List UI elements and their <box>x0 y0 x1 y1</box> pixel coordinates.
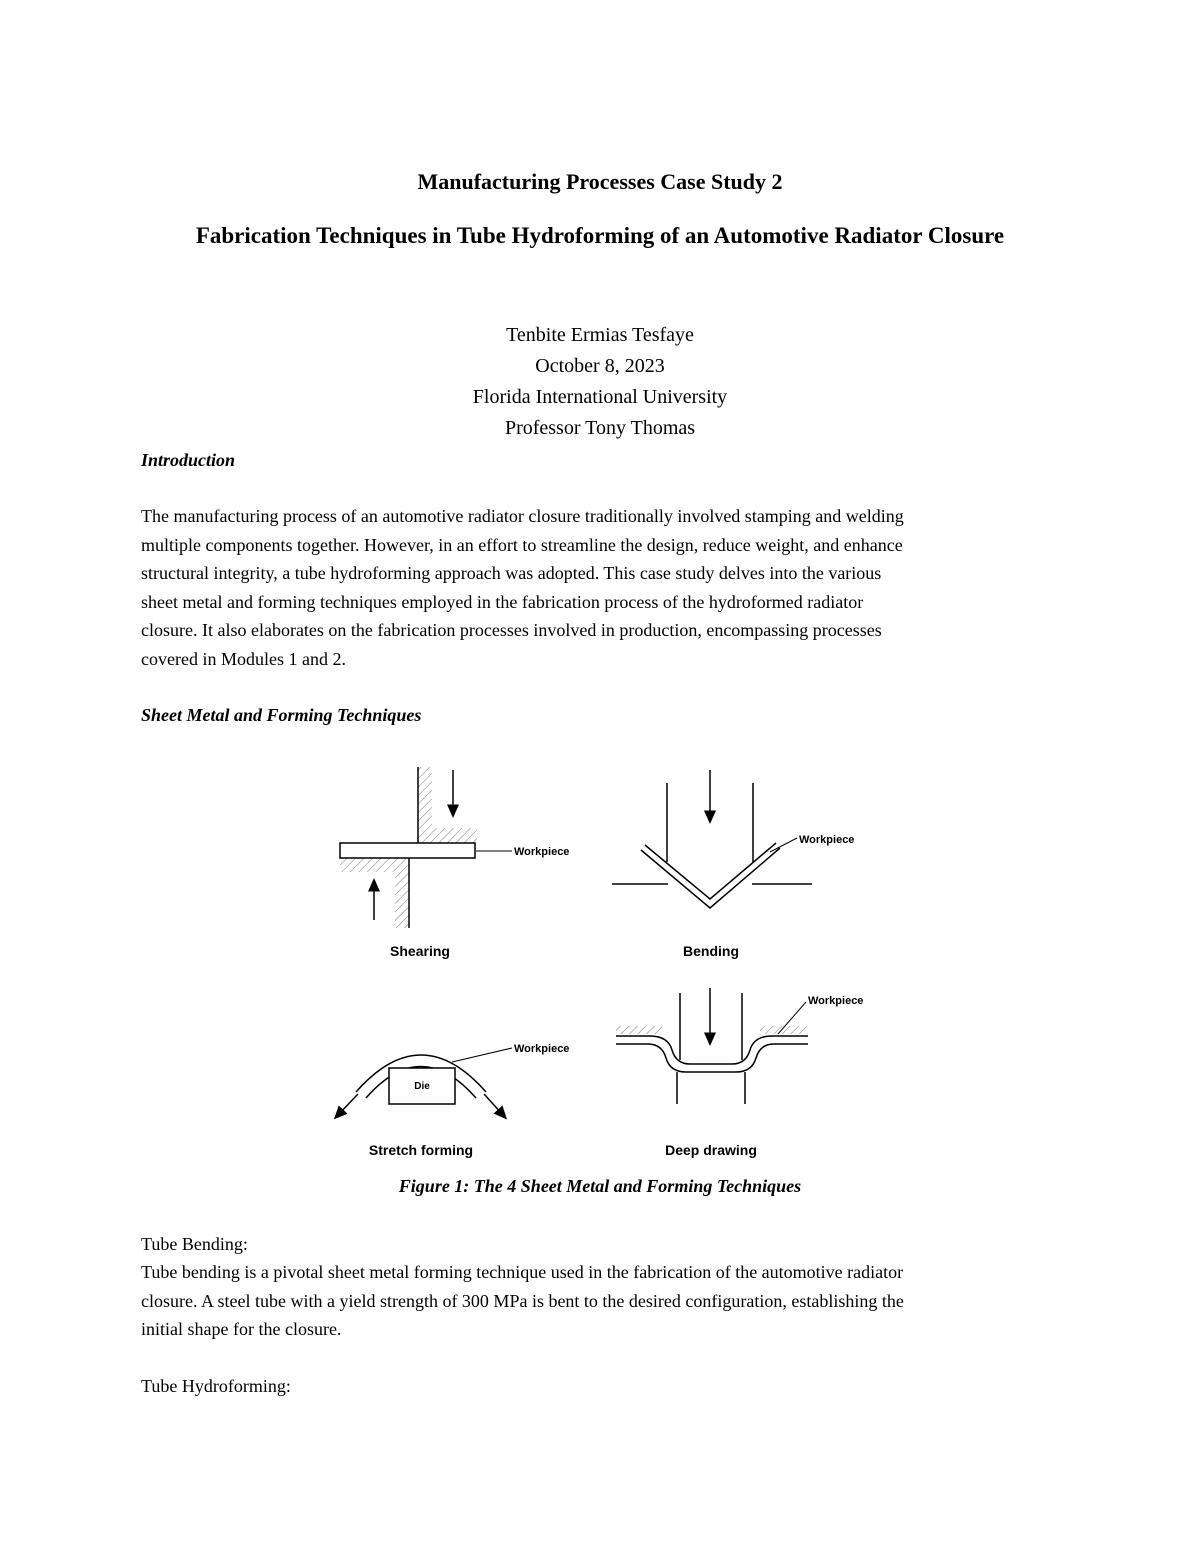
stretch-forming-diagram <box>338 1043 569 1158</box>
left-pull-arrow-icon <box>338 1094 358 1115</box>
sheet-metal-heading: Sheet Metal and Forming Techniques <box>141 705 422 725</box>
shearing-diagram <box>340 767 569 959</box>
paragraph-line: closure. A steel tube with a yield strength of 300 MPa is bent to the desired configuration, establishing the <box>141 1290 904 1311</box>
paragraph-line: Tube bending is a pivotal sheet metal forming technique used in the fabrication of the automotive radiator <box>141 1262 904 1282</box>
institution: Florida International University <box>472 386 728 408</box>
course-title: Manufacturing Processes Case Study 2 <box>417 169 783 194</box>
workpiece-label: Workpiece <box>799 834 855 846</box>
die-label: Die <box>414 1081 430 1092</box>
lower-blade-hatch <box>340 858 395 872</box>
workpiece-label: Workpiece <box>808 995 864 1007</box>
paragraph-line: structural integrity, a tube hydroforming approach was adopted. This case study delves into the various <box>141 563 882 583</box>
introduction-heading: Introduction <box>141 450 236 470</box>
tube-bending-paragraph <box>141 1258 1066 1344</box>
paragraph-line: The manufacturing process of an automotive radiator closure traditionally involved stamping and welding <box>141 506 904 526</box>
workpiece-plate <box>340 843 475 858</box>
figure-caption: Figure 1: The 4 Sheet Metal and Forming Techniques <box>398 1176 802 1196</box>
upper-blade-hatch <box>432 828 477 843</box>
workpiece-label: Workpiece <box>514 846 570 858</box>
forming-techniques-figure <box>320 760 890 1170</box>
shearing-label: Shearing <box>390 943 450 959</box>
paragraph-line: initial shape for the closure. <box>141 1319 342 1339</box>
bending-diagram <box>612 770 854 959</box>
tube-hydroforming-label: Tube Hydroforming: <box>141 1376 291 1396</box>
professor: Professor Tony Thomas <box>504 417 696 439</box>
leader-line <box>452 1048 512 1062</box>
bending-label: Bending <box>683 943 739 959</box>
blank-holder-left <box>616 1026 662 1034</box>
author-name: Tenbite Ermias Tesfaye <box>506 324 694 346</box>
paragraph-line: sheet metal and forming techniques employed in the fabrication process of the hydroformed radiator <box>141 591 864 612</box>
workpiece-label: Workpiece <box>514 1043 570 1055</box>
workpiece-bent-inner <box>645 843 776 899</box>
paragraph-line: closure. It also elaborates on the fabrication processes involved in production, encompassing processes <box>141 620 882 640</box>
workpiece-drawn-outer <box>616 1036 808 1064</box>
tube-bending-label: Tube Bending: <box>141 1234 248 1254</box>
right-pull-arrow-icon <box>484 1094 503 1115</box>
paper-title: Fabrication Techniques in Tube Hydroforming of an Automotive Radiator Closure <box>195 223 1005 248</box>
workpiece-drawn-inner <box>616 1044 808 1072</box>
paragraph-line: covered in Modules 1 and 2. <box>141 648 346 669</box>
report-date: October 8, 2023 <box>535 355 665 377</box>
stretch-forming-label: Stretch forming <box>368 1142 474 1158</box>
upper-blade <box>418 767 432 843</box>
deep-drawing-diagram <box>616 988 863 1158</box>
introduction-paragraph <box>141 502 1066 673</box>
lower-blade <box>395 858 409 928</box>
paragraph-line: multiple components together. However, in an effort to streamline the design, reduce weight, and enhance <box>141 534 903 555</box>
deep-drawing-label: Deep drawing <box>665 1142 757 1158</box>
